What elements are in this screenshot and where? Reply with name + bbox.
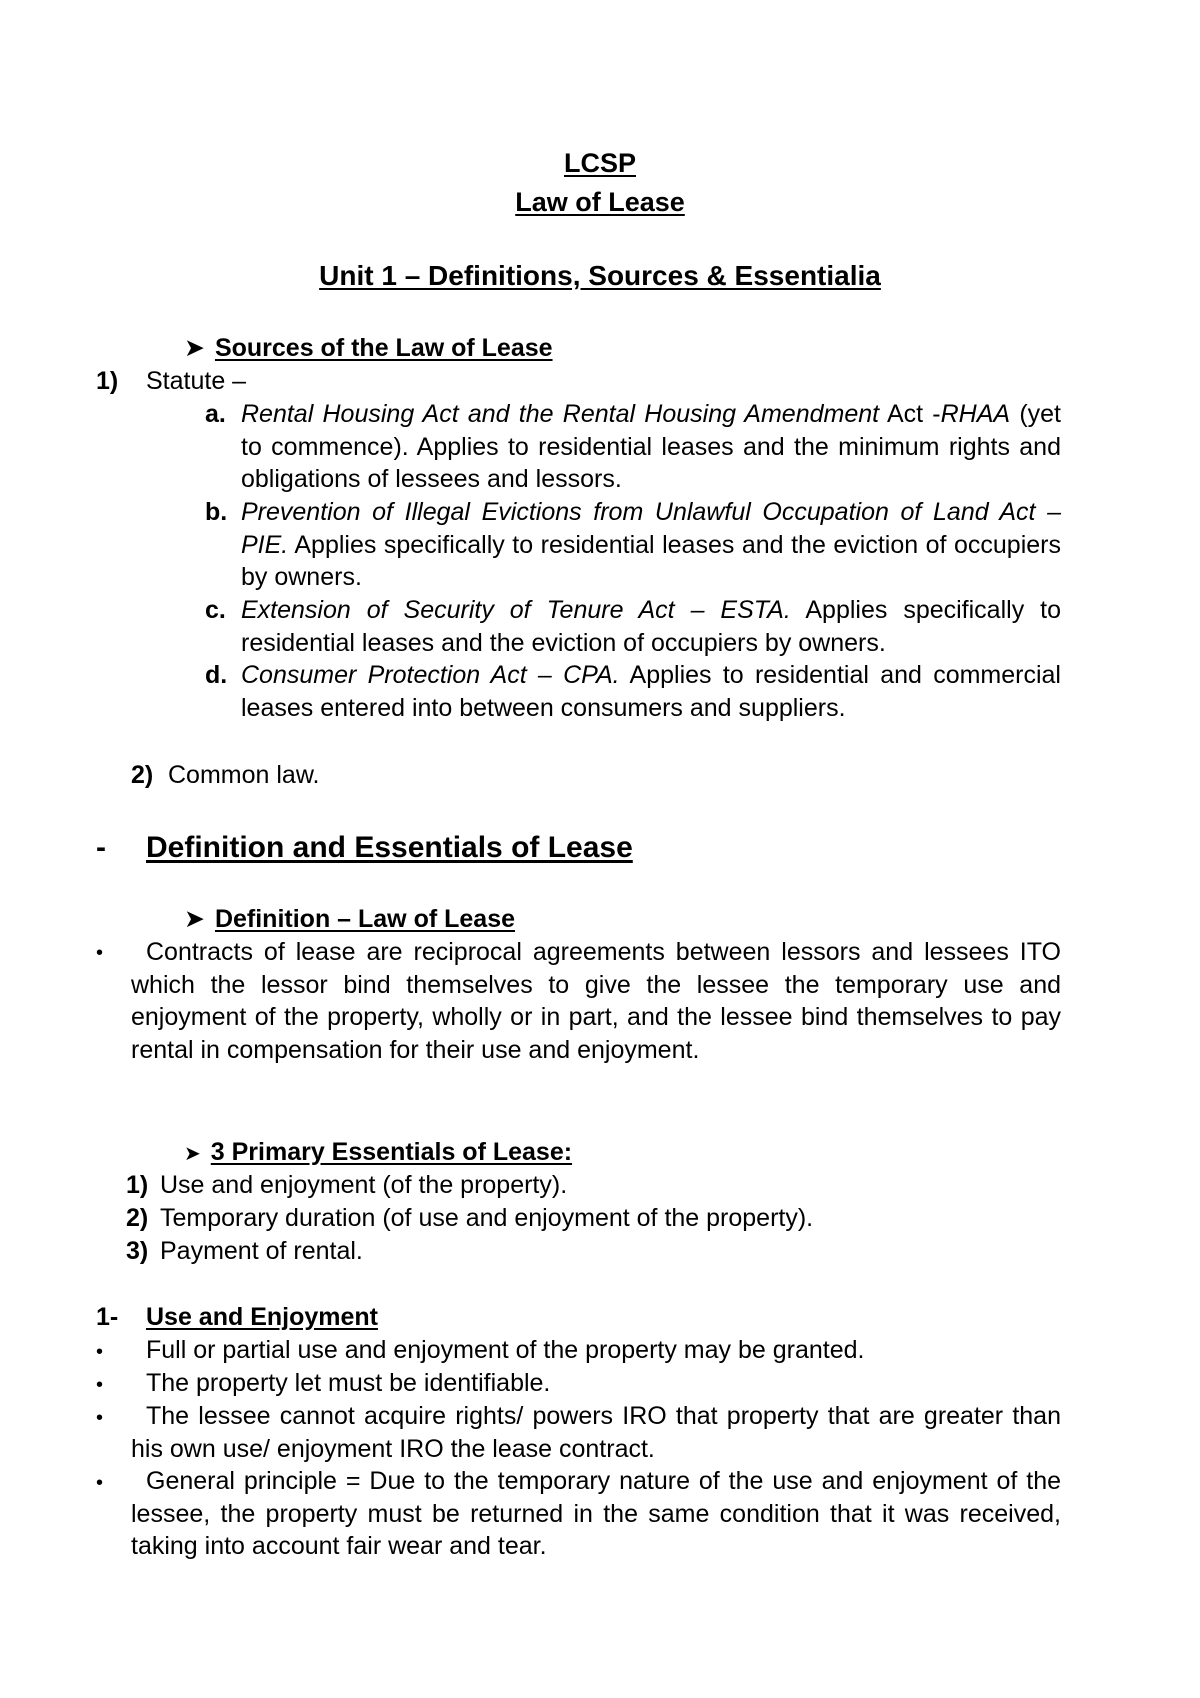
use-enjoyment-heading: Use and Enjoyment [146, 1303, 378, 1331]
bullet-icon: • [96, 1407, 104, 1429]
bullet-icon: • [96, 1374, 104, 1396]
section-dash: - [96, 831, 106, 864]
statute-d: Consumer Protection Act – CPA. Applies to residential and commercial leases entered into between consumers and suppliers. [241, 661, 1061, 722]
bullet-text: General principle = Due to the temporary nature of the use and enjoyment of the lessee, the property must be returned in the same condition that it was received, taking into account fair wear and tear. [131, 1467, 1061, 1561]
bullet-icon: • [96, 942, 104, 964]
list-letter: b. [205, 498, 228, 526]
list-item: 1) Use and enjoyment (of the property). [126, 1171, 568, 1199]
bullet-icon: • [96, 1472, 104, 1494]
bullet-text: The lessee cannot acquire rights/ powers IRO that property that are greater than his own use/ enjoyment IRO the lease contract. [131, 1402, 1061, 1463]
list-number: 2) [131, 761, 154, 789]
arrow-icon: ➤ [184, 905, 205, 933]
document-subtitle: Law of Lease [515, 187, 685, 217]
definition-heading: Definition – Law of Lease [214, 905, 516, 933]
list-item [131, 760, 320, 790]
list-label: Statute – [146, 367, 247, 395]
statute-c: Extension of Security of Tenure Act – ESTA. Applies specifically to residential leases and the eviction of occupiers by owners. [241, 596, 1061, 657]
list-item: 3) Payment of rental. [126, 1237, 363, 1265]
statute-b: Prevention of Illegal Evictions from Unlawful Occupation of Land Act – PIE. Applies specifically to residential leases and the eviction of occupiers by owners. [241, 498, 1061, 592]
bullet-text: The property let must be identifiable. [146, 1369, 551, 1397]
unit-heading: Unit 1 – Definitions, Sources & Essentialia [319, 260, 881, 291]
list-item: 2) Temporary duration (of use and enjoyment of the property). [126, 1204, 814, 1232]
document-title: LCSP [563, 148, 636, 178]
arrow-icon: ➤ [184, 1143, 201, 1165]
essentials-heading: 3 Primary Essentials of Lease: [210, 1138, 573, 1166]
bullet-text: Full or partial use and enjoyment of the property may be granted. [146, 1336, 865, 1364]
sources-heading-row [184, 333, 553, 363]
list-letter: c. [205, 596, 226, 624]
list-letter: d. [205, 661, 228, 689]
arrow-icon: ➤ [184, 334, 205, 362]
statute-a: Rental Housing Act and the Rental Housing Amendment Act -RHAA (yet to commence). Applies to residential leases and the minimum rights and obligations of lessees and lessors. [241, 400, 1061, 494]
essentials-heading-row [184, 1137, 572, 1169]
definition-heading-row [184, 904, 515, 934]
section-heading: Definition and Essentials of Lease [146, 831, 633, 864]
bullet-icon: • [96, 1341, 104, 1363]
list-number: 1) [96, 367, 119, 395]
definition-text: Contracts of lease are reciprocal agreements between lessors and lessees ITO which the lessor bind themselves to give the lessee the temporary use and enjoyment of the property, wholly or in part, and the lessee bind themselves to pay rental in compensation for their use and enjoyment. [131, 938, 1061, 1064]
list-item [96, 366, 247, 396]
sources-heading: Sources of the Law of Lease [214, 334, 553, 362]
section-number: 1- [96, 1303, 119, 1331]
list-label: Common law. [168, 761, 320, 789]
list-letter: a. [205, 400, 226, 428]
